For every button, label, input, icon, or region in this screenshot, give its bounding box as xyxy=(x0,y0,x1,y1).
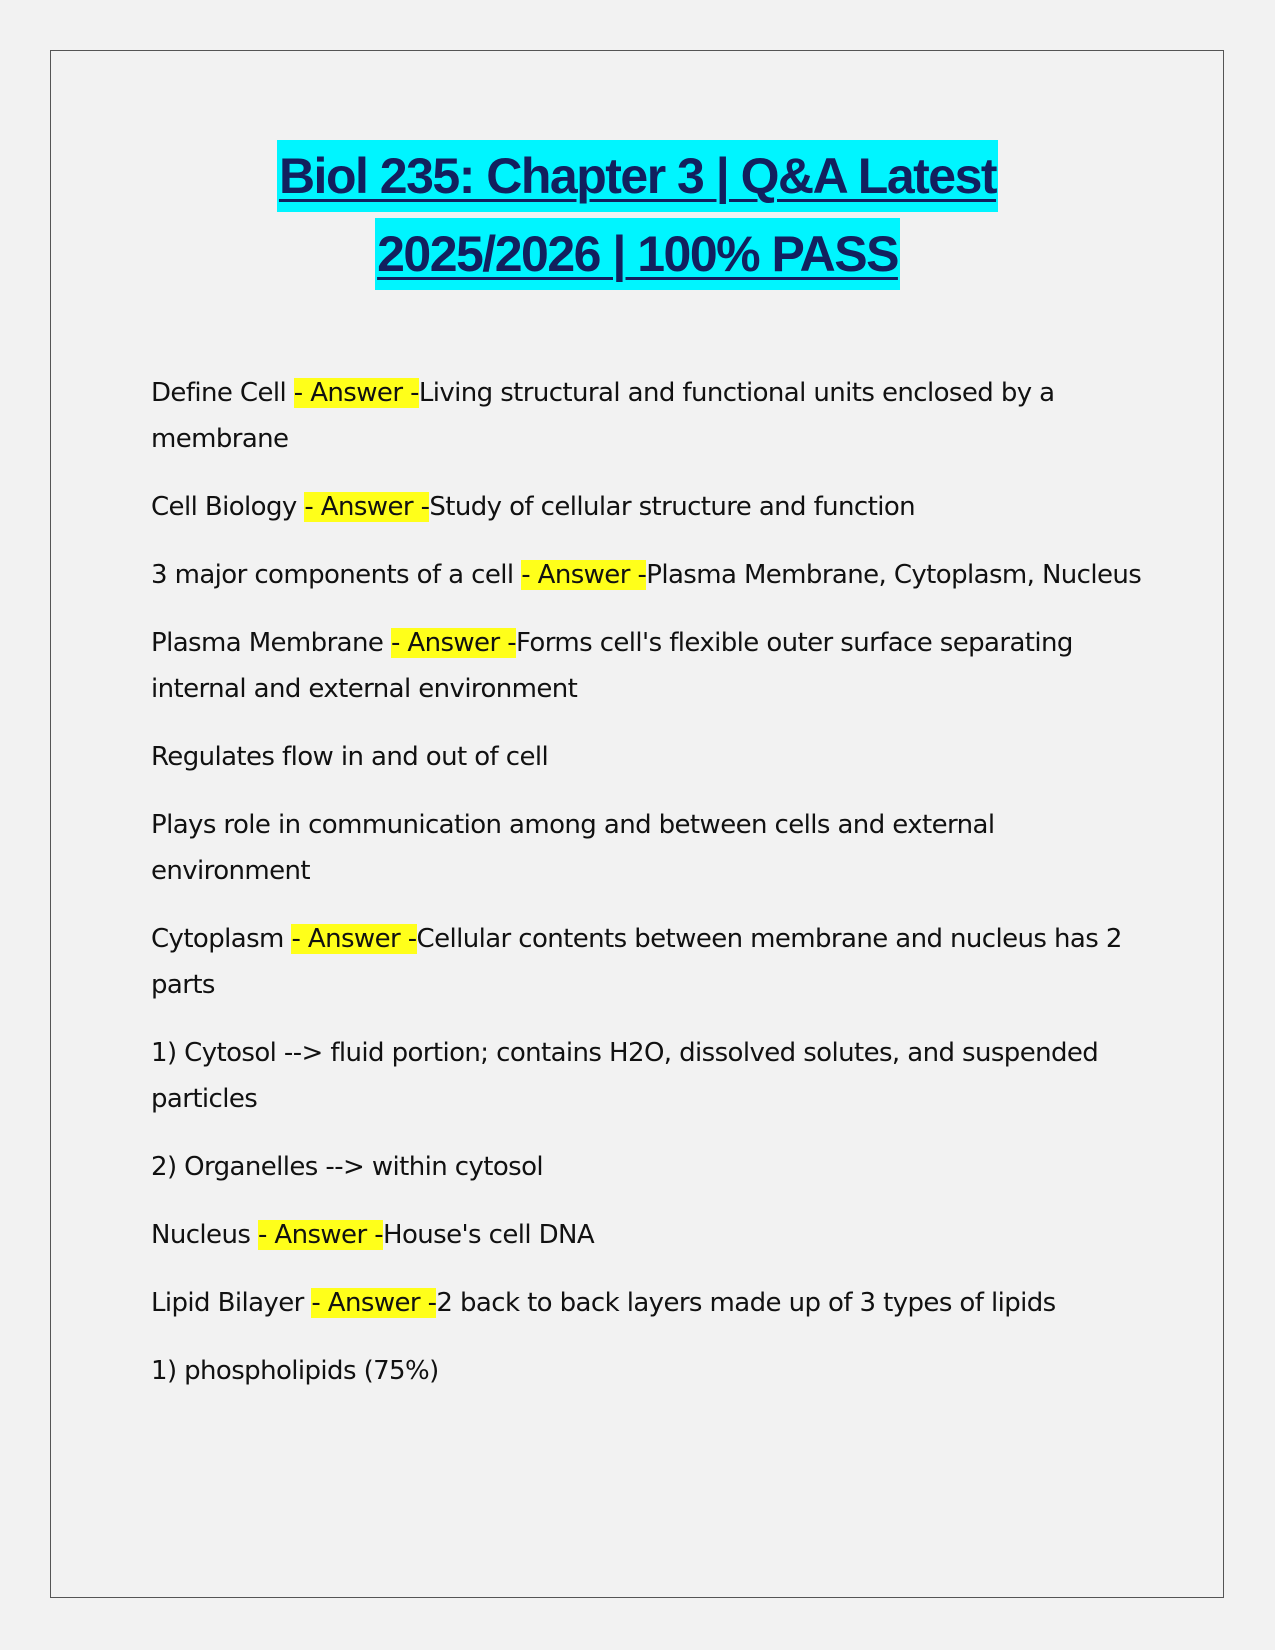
qa-term: Lipid Bilayer xyxy=(151,1288,312,1318)
qa-term: Define Cell xyxy=(151,378,294,408)
qa-definition: Living structural and functional units enclosed by a membrane xyxy=(151,378,1055,454)
qa-term: Cytoplasm xyxy=(151,924,292,954)
qa-entry-nucleus xyxy=(151,1212,1151,1258)
qa-note: 1) Cytosol --> fluid portion; contains H2O, dissolved solutes, and suspended particles xyxy=(151,1038,1099,1114)
answer-marker: - Answer - xyxy=(311,1288,437,1318)
qa-entry-cell-biology xyxy=(151,484,1151,530)
answer-marker: - Answer - xyxy=(390,628,516,658)
qa-entry-major-components xyxy=(151,552,1151,598)
qa-entry-plasma-membrane xyxy=(151,620,1151,712)
answer-marker: - Answer - xyxy=(304,492,430,522)
qa-term: Nucleus xyxy=(151,1220,258,1250)
qa-content xyxy=(151,370,1151,1416)
answer-marker: - Answer - xyxy=(521,560,647,590)
qa-definition: 2 back to back layers made up of 3 types of lipids xyxy=(436,1288,1056,1318)
qa-definition: House's cell DNA xyxy=(383,1220,595,1250)
qa-entry-define-cell xyxy=(151,370,1151,462)
qa-term: 3 major components of a cell xyxy=(151,560,522,590)
answer-marker: - Answer - xyxy=(257,1220,383,1250)
qa-note: Plays role in communication among and between cells and external environment xyxy=(151,810,995,886)
qa-entry-cytoplasm xyxy=(151,916,1151,1008)
answer-marker: - Answer - xyxy=(291,924,417,954)
qa-entry-lipid-bilayer xyxy=(151,1280,1151,1326)
answer-marker: - Answer - xyxy=(293,378,419,408)
title-line-1: Biol 235: Chapter 3 | Q&A Latest xyxy=(277,140,998,212)
qa-term: Plasma Membrane xyxy=(151,628,391,658)
qa-note: 2) Organelles --> within cytosol xyxy=(151,1152,544,1182)
qa-term: Cell Biology xyxy=(151,492,305,522)
qa-definition: Cellular contents between membrane and nucleus has 2 parts xyxy=(151,924,1122,1000)
qa-definition: Plasma Membrane, Cytoplasm, Nucleus xyxy=(646,560,1142,590)
qa-note: 1) phospholipids (75%) xyxy=(151,1356,439,1386)
qa-definition: Forms cell's flexible outer surface separating internal and external environment xyxy=(151,628,1073,704)
qa-definition: Study of cellular structure and function xyxy=(429,492,916,522)
qa-note: Regulates flow in and out of cell xyxy=(151,742,549,772)
document-title xyxy=(0,140,1275,290)
title-line-2: 2025/2026 | 100% PASS xyxy=(375,218,900,290)
